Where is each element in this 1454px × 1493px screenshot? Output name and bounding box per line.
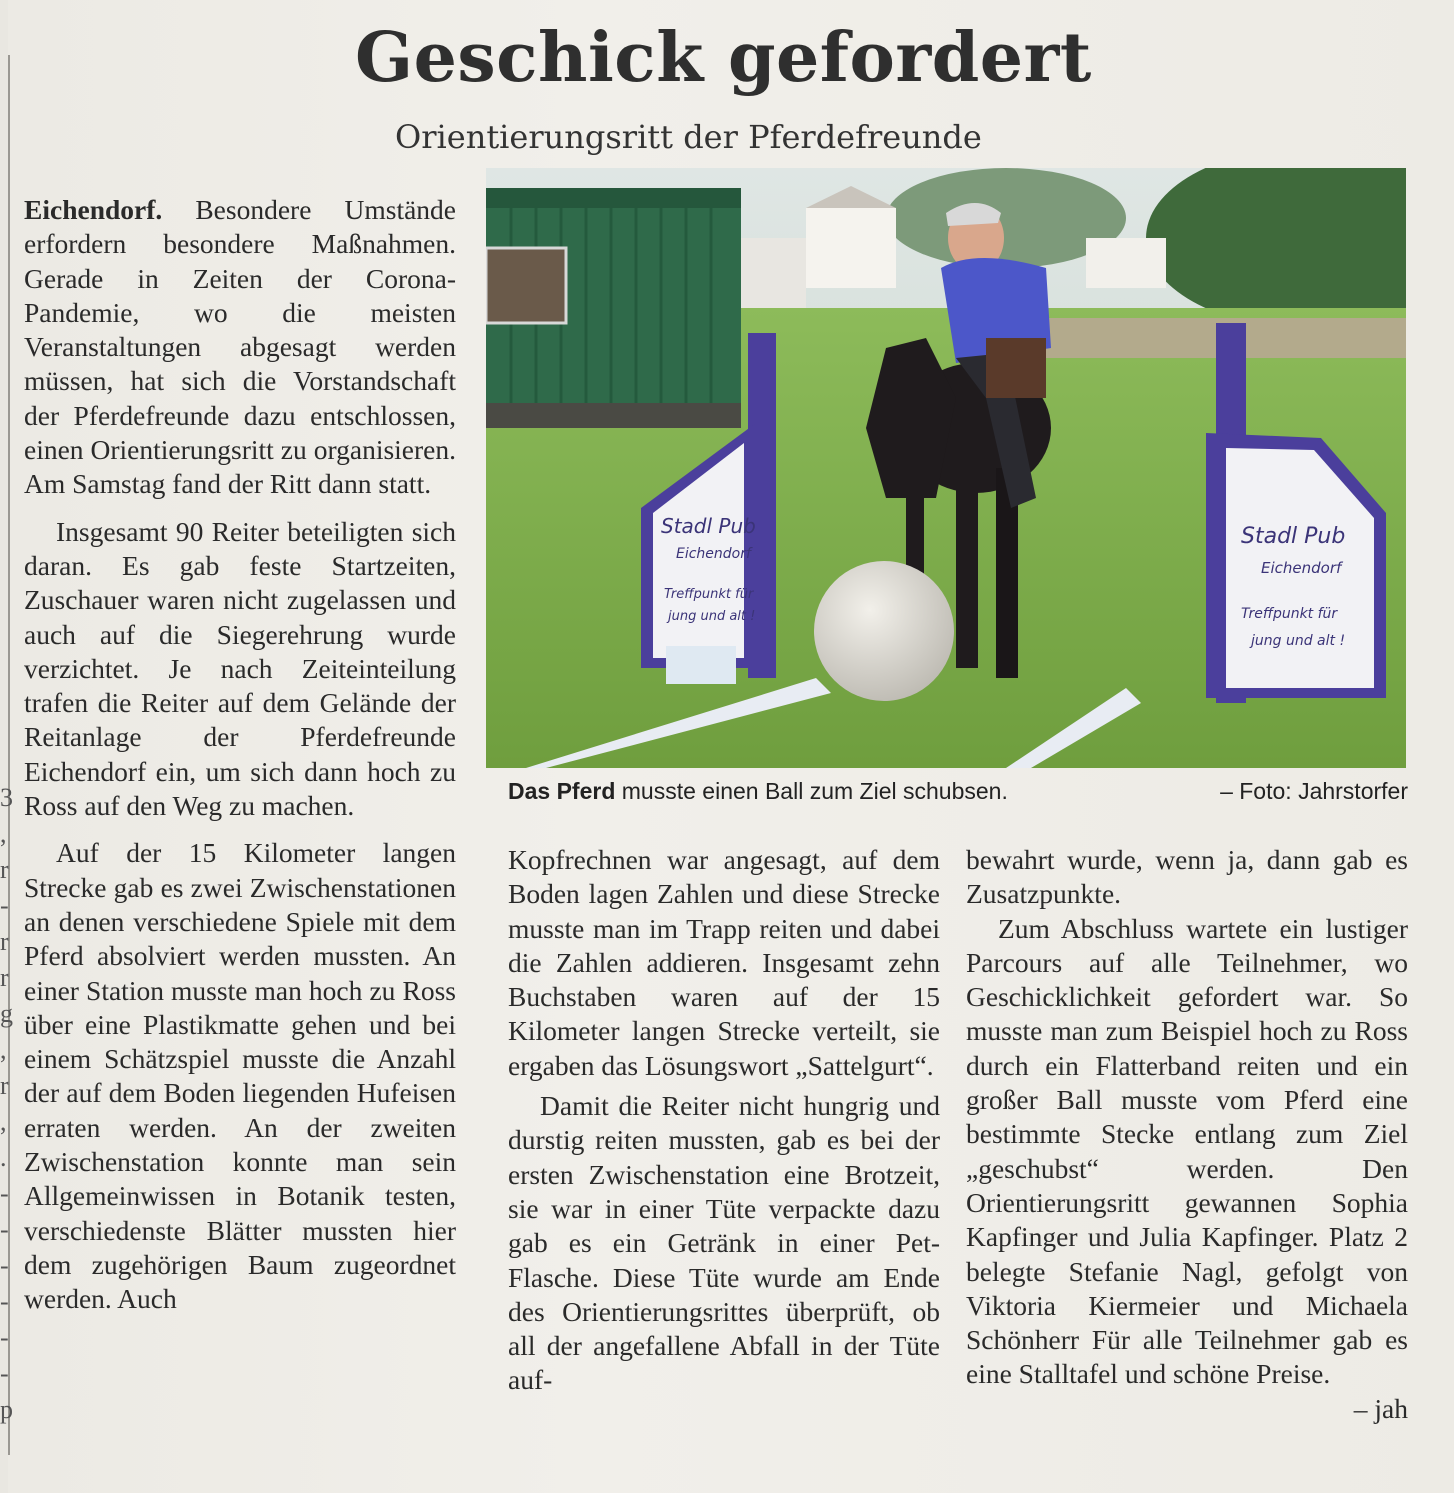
paragraph-6: bewahrt wurde, wenn ja, dann gab es Zusatzpunkte.: [966, 844, 1408, 910]
margin-mark: r: [0, 927, 9, 956]
margin-mark: 3: [0, 783, 13, 812]
adjacent-column-remnant: [0, 780, 12, 1428]
paragraph-3: Auf der 15 Kilometer langen Strecke gab es zwei Zwischenstationen an denen verschiedene Spiele mit dem Pferd absolviert werden mussten. An einer Station musste man hoch zu Ross über eine Plastikmatte gehen und bei einem Schätzspiel musste die Anzahl der auf dem Boden liegenden Hufeisen erraten werden. An der zweiten Zwischenstation konnte man sein Allgemeinwissen in Botanik testen, verschiedenste Blätter mussten hier dem zugehörigen Baum zugeordnet werden. Auch: [24, 837, 456, 1315]
article-column-2: [508, 843, 940, 1398]
margin-mark: r: [0, 963, 9, 992]
margin-mark: r: [0, 1071, 9, 1100]
margin-mark: -: [0, 1215, 9, 1244]
caption-lead: Das Pferd: [508, 778, 616, 804]
margin-mark: g: [0, 999, 13, 1028]
author-sign: – jah: [1353, 1392, 1408, 1424]
headline: Geschick gefordert: [355, 18, 1092, 98]
article-column-3: [966, 843, 1408, 1426]
caption-text: musste einen Ball zum Ziel schubsen.: [621, 778, 1008, 804]
margin-mark: ,: [0, 819, 7, 848]
margin-mark: -: [0, 1179, 9, 1208]
paragraph-1-text: Besondere Umstände erfordern besondere Maßnahmen. Gerade in Zeiten der Corona-Pandemie, wo die meisten Veranstaltungen abgesagt werden müssen, hat sich die Vorstandschaft der Pferdefreunde dazu entschlossen, einen Orientierungsritt zu organisieren. Am Samstag fand der Ritt dann statt.: [24, 194, 456, 500]
margin-mark: ,: [0, 1035, 7, 1064]
photo-credit: – Foto: Jahrstorfer: [1220, 778, 1408, 804]
left-sign-line2: Eichendorf: [676, 546, 751, 562]
left-sign-line1: Stadl Pub: [661, 514, 756, 538]
paragraph-7: [966, 912, 1408, 1424]
right-sign-line2: Eichendorf: [1261, 559, 1342, 577]
dateline: Eichendorf.: [24, 194, 163, 225]
margin-mark: ,: [0, 1107, 7, 1136]
paragraph-2: Insgesamt 90 Reiter beteiligten sich daran. Es gab feste Startzeiten, Zuschauer waren nicht zugelassen und auch auf die Siegerehrung wurde verzichtet. Je nach Zeiteinteilung trafen die Reiter auf dem Gelände der Reitanlage der Pferdefreunde Eichendorf ein, um sich dann hoch zu Ross auf den Weg zu machen.: [24, 515, 456, 822]
photo-caption: [508, 778, 1408, 805]
left-sign-line3: Treffpunkt für: [664, 587, 754, 602]
paragraph-5: Damit die Reiter nicht hungrig und durstig reiten mussten, gab es bei der ersten Zwischenstation eine Brotzeit, sie war in einer Tüte verpackte dazu gab es ein Getränk in einer Pet-Flasche. Diese Tüte wurde am Ende des Orientierungsrittes überprüft, ob all der angefallene Abfall in der Tüte auf-: [508, 1090, 940, 1396]
left-sign-line4: jung und alt !: [668, 609, 756, 624]
article-photo: [486, 168, 1406, 768]
margin-mark: -: [0, 1323, 9, 1352]
right-sign-line3: Treffpunkt für: [1241, 606, 1338, 622]
article-column-1: [24, 193, 456, 1317]
margin-mark: .: [0, 1143, 7, 1172]
margin-mark: r: [0, 855, 9, 884]
margin-mark: -: [0, 1359, 9, 1388]
paragraph-4: Kopfrechnen war angesagt, auf dem Boden lagen Zahlen und diese Strecke musste man im Trapp reiten und dabei die Zahlen addieren. Insgesamt zehn Buchstaben waren auf der 15 Kilometer langen Strecke verteilt, sie ergaben das Lösungswort „Sattelgurt“.: [508, 844, 940, 1081]
right-sign-line1: Stadl Pub: [1241, 524, 1346, 549]
right-sign-line4: jung und alt !: [1251, 633, 1346, 649]
margin-mark: -: [0, 891, 9, 920]
photo-illustration: [486, 168, 1406, 768]
paragraph-1: [24, 193, 456, 502]
margin-mark: p: [0, 1395, 13, 1424]
paragraph-7-text: Zum Abschluss wartete ein lustiger Parcours auf alle Teilnehmer, wo Geschicklichkeit gefordert war. So musste man zum Beispiel hoch zu Ross durch ein Flatterband reiten und ein großer Ball musste vom Pferd eine bestimmte Stecke entlang zum Ziel „geschubst“ werden. Den Orientierungsritt gewannen Sophia Kapfinger und Julia Kapfinger. Platz 2 belegte Stefanie Nagl, gefolgt von Viktoria Kiermeier und Michaela Schönherr Für alle Teilnehmer gab es eine Stalltafel und schöne Preise.: [966, 912, 1408, 1390]
subheadline: Orientierungsritt der Pferdefreunde: [395, 118, 982, 156]
margin-mark: -: [0, 1287, 9, 1316]
margin-mark: -: [0, 1251, 9, 1280]
